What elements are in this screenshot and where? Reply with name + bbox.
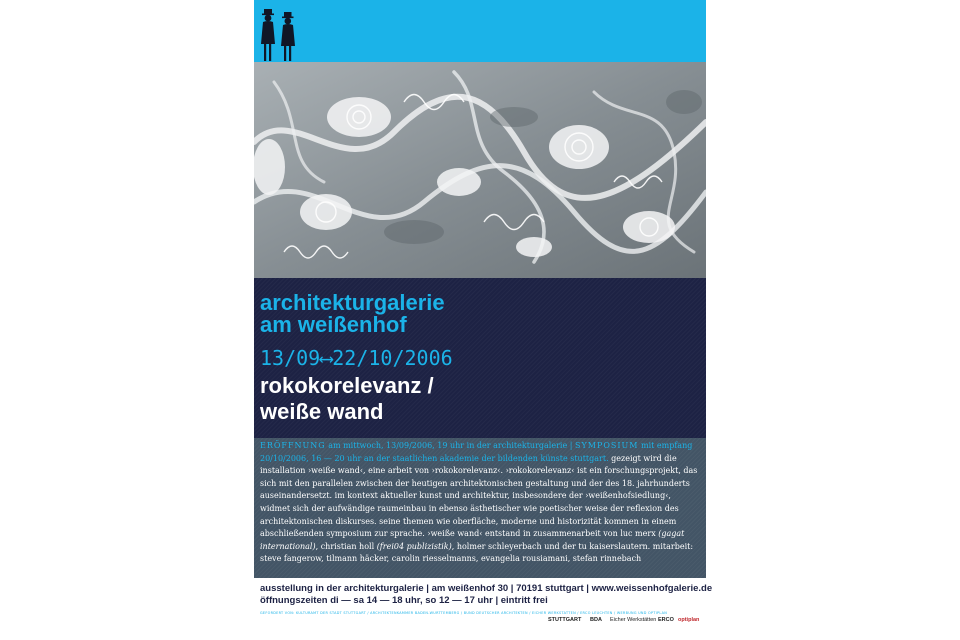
logo-optiplan: optiplan [678, 617, 700, 623]
credit-2: (frei04 publizistik) [376, 541, 452, 551]
project-title [260, 373, 434, 425]
description-part-2: , christian holl [315, 541, 377, 551]
title-band [254, 278, 706, 438]
rococo-ornament-photo [254, 62, 706, 278]
description-text [260, 440, 702, 566]
logo-erco: ERCO [658, 617, 674, 623]
footer [260, 583, 713, 623]
opening-text: am mittwoch, 13/09/2006, 19 uhr in der architekturgalerie | [325, 441, 575, 450]
project-line-2: weiße wand [260, 399, 384, 424]
address-line: ausstellung in der architekturgalerie | am weißenhof 30 | 70191 stuttgart | www.weissenhofgalerie.de [260, 583, 713, 594]
exhibition-dates [260, 347, 453, 369]
description-part-1: gezeigt wird die installation ›weiße wand‹, eine arbeit von ›rokokorelevanz‹. ›rokokorelevanz‹ ist ein forschungsprojekt, das sich mit den parallelen zwischen der heutigen architektonischen gestaltung und der des 18. jahrhunderts auseinandersetzt. im kontext aktueller kunst und architektur, insbesondere der ›weißenhofsiedlung‹, widmet sich der aufwändige raumeinbau in ebenso ästhetischer wie poetischer weise der reflexion des architektonischen diskurses. seine themen wie oberfläche, moderne und historizität kommen in einem abschließenden symposium zur sprache. ›weiße wand‹ entstand in zusammenarbeit von luc merx [260, 453, 698, 539]
opening-hours: öffnungszeiten di — sa 14 — 18 uhr, so 12 — 17 uhr | eintritt frei [260, 595, 548, 606]
start-date: 13/09 [260, 346, 321, 370]
sponsor-logos [260, 617, 702, 629]
opening-label: ERÖFFNUNG [260, 441, 326, 450]
poster [254, 0, 713, 640]
symposium-label: SYMPOSIUM [574, 441, 639, 450]
header-band [254, 0, 706, 62]
symposium-text: mit empfang 20/10/2006, 16 — 20 uhr an der staatlichen akademie der bildenden künste stuttgart. [260, 441, 693, 463]
two-men-silhouette-icon [260, 6, 300, 64]
info-band [254, 438, 706, 578]
credit-1: (gagat international) [260, 529, 685, 551]
gallery-title [260, 292, 445, 336]
project-line-1: rokokorelevanz / [260, 373, 434, 398]
end-date: 22/10/2006 [332, 346, 453, 370]
date-arrow: ⟷ [320, 346, 333, 370]
logo-bda: BDA [590, 617, 602, 623]
title-line-1: architekturgalerie [260, 290, 445, 315]
logo-eicher: Eicher Werkstätten [610, 617, 657, 623]
logo-stuttgart: STUTTGART [548, 617, 582, 623]
description-part-3: , holmer schleyerbach und der tu kaiserslautern. mitarbeit: steve fangerow, tilmann häcker, carolin riesselmanns, evangelia rousiamani, stefan rinnebach [260, 541, 694, 564]
title-line-2: am weißenhof [260, 312, 407, 337]
sponsors-line: GEFÖRDERT VON: KULTURAMT DER STADT STUTTGART / ARCHITEKTENKAMMER BADEN-WÜRTTEMBERG / BUND DEUTSCHER ARCHITEKTEN / EICHER WERKSTÄTTEN / ERCO LEUCHTEN / WERBUNG UND OPTIPLAN [260, 611, 668, 615]
